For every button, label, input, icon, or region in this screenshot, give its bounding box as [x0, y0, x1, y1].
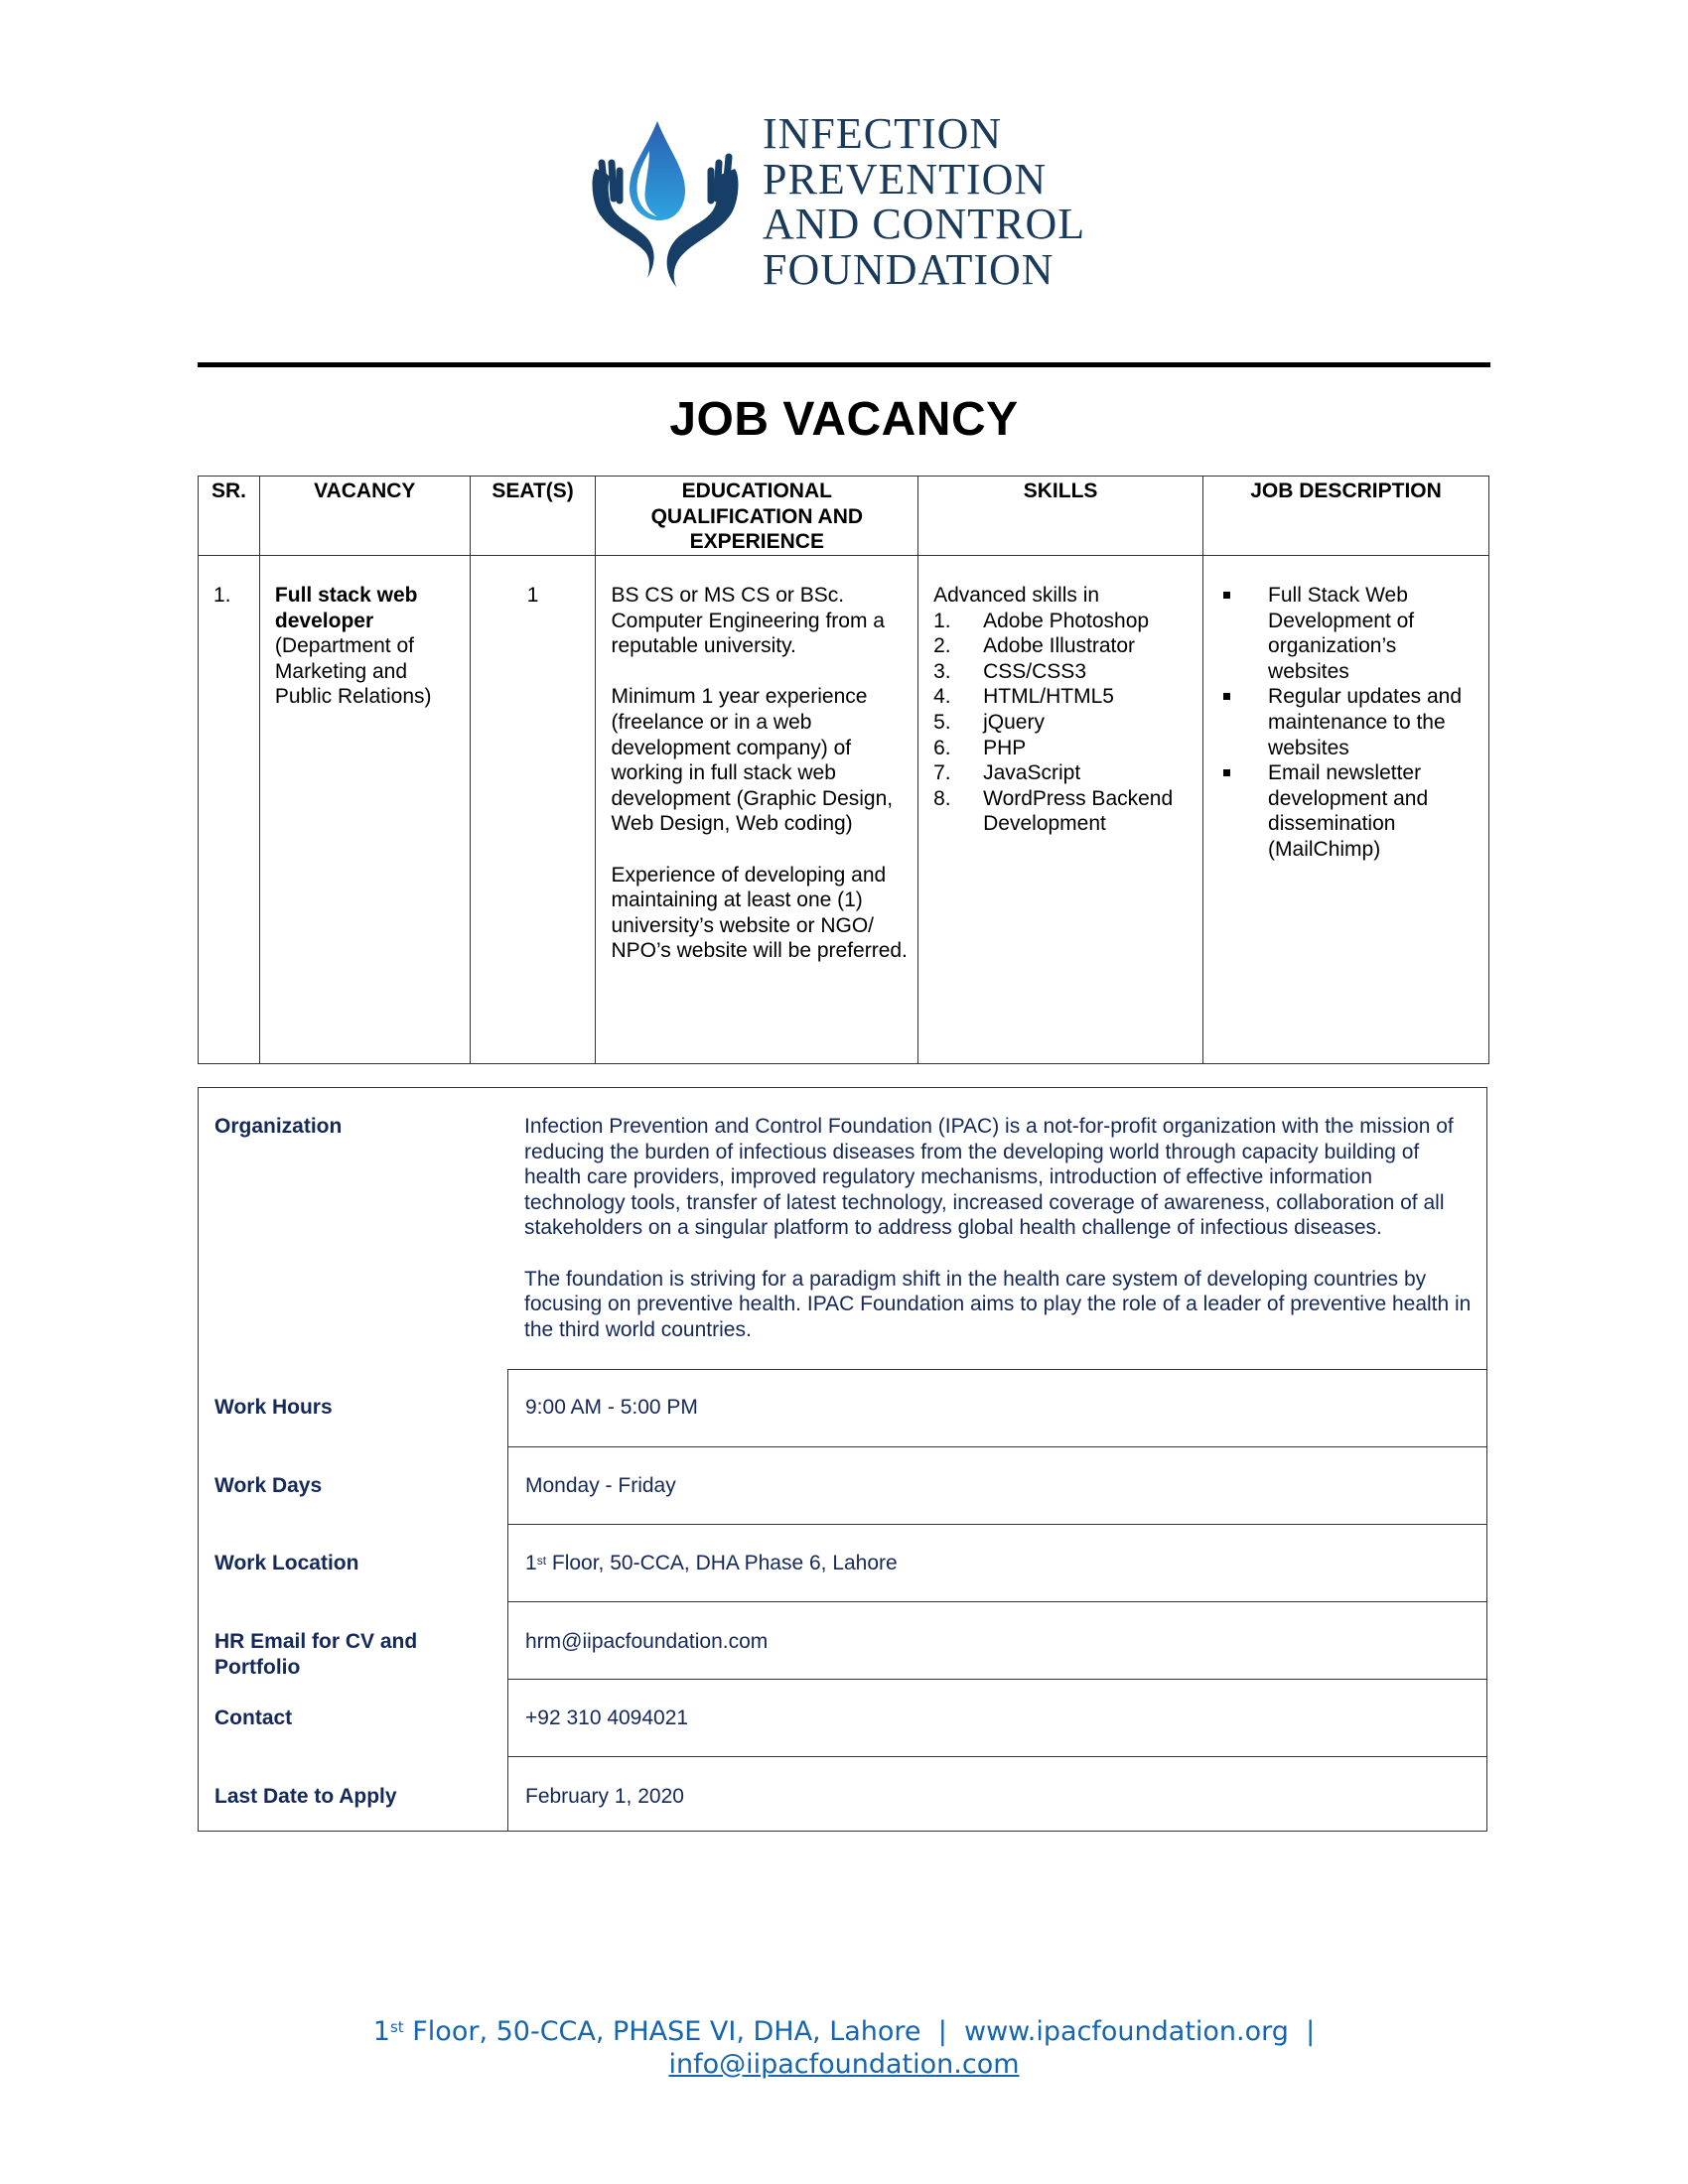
- hr-email-value[interactable]: hrm@iipacfoundation.com: [525, 1630, 769, 1653]
- logo-line-2: PREVENTION: [763, 154, 1048, 204]
- skill-item: 5. jQuery: [933, 710, 1045, 734]
- organization-description: [524, 1114, 1473, 1368]
- cell-seats: 1: [470, 556, 596, 1064]
- education-requirement: BS CS or MS CS or BSc. Computer Engineering from a reputable university.: [611, 584, 885, 658]
- logo-wordmark: [763, 111, 1085, 292]
- page-title: JOB VACANCY: [669, 393, 1019, 446]
- table-header-row: [199, 477, 1489, 556]
- hr-email-cell: [507, 1601, 1486, 1680]
- logo-line-4: FOUNDATION: [763, 244, 1055, 294]
- footer-separator: |: [1306, 2016, 1316, 2047]
- skill-item: 8. WordPress Backend Development: [933, 786, 1174, 836]
- experience-requirement: Minimum 1 year experience (freelance or in a web development company) of working in full stack web development (Graphic Design, Web Design, Web coding): [611, 685, 894, 836]
- header-sr: SR.: [199, 477, 260, 556]
- vacancy-table: [198, 476, 1489, 1064]
- work-location-cell: [507, 1524, 1486, 1602]
- work-hours-label: Work Hours: [214, 1396, 333, 1419]
- cell-sr: 1.: [199, 556, 260, 1064]
- job-duty-item: Regular updates and maintenance to the websites: [1218, 684, 1488, 760]
- work-days-value: Monday - Friday: [525, 1474, 676, 1497]
- header-education: EDUCATIONAL QUALIFICATION AND EXPERIENCE: [596, 477, 918, 556]
- cell-vacancy: [259, 556, 470, 1064]
- contact-cell: [507, 1679, 1486, 1757]
- organization-label: Organization: [214, 1115, 343, 1138]
- square-bullet-icon: [1218, 684, 1268, 760]
- logo-line-3: AND CONTROL: [763, 200, 1086, 248]
- footer-address-line: 1st Floor, 50-CCA, PHASE VI, DHA, Lahore | www.ipacfoundation.org |: [372, 2016, 1316, 2047]
- last-date-label: Last Date to Apply: [214, 1785, 397, 1808]
- header-seats: SEAT(S): [470, 477, 596, 556]
- footer-address: Floor, 50-CCA, PHASE VI, DHA, Lahore: [403, 2016, 921, 2047]
- skill-item: 3. CSS/CSS3: [933, 659, 1086, 683]
- organization-logo: [586, 109, 1102, 294]
- footer-website-link[interactable]: www.ipacfoundation.org: [964, 2016, 1289, 2047]
- contact-value: +92 310 4094021: [525, 1706, 689, 1729]
- footer-separator: |: [937, 2016, 947, 2047]
- hands-water-drop-icon: [586, 111, 745, 290]
- skill-item: 2. Adobe Illustrator: [933, 634, 1136, 658]
- organization-paragraph: The foundation is striving for a paradigm shift in the health care system of developing countries by focusing on preventive health. IPAC Foundation aims to play the role of a leader of preventive health in the third world countries.: [524, 1267, 1472, 1341]
- cell-skills: [918, 556, 1203, 1064]
- skills-intro: Advanced skills in: [933, 584, 1100, 607]
- table-row: [199, 556, 1489, 1064]
- last-date-cell: [507, 1756, 1486, 1832]
- skill-item: 7. JavaScript: [933, 761, 1081, 785]
- footer-email-link[interactable]: info@iipacfoundation.com: [668, 2049, 1020, 2080]
- work-hours-value: 9:00 AM - 5:00 PM: [525, 1396, 698, 1419]
- cell-education: [596, 556, 918, 1064]
- last-date-value: February 1, 2020: [525, 1785, 684, 1808]
- header-job-description: JOB DESCRIPTION: [1203, 477, 1489, 556]
- job-duty-item: Full Stack Web Development of organization’s websites: [1218, 583, 1488, 684]
- square-bullet-icon: [1218, 583, 1268, 684]
- work-hours-cell: [507, 1369, 1486, 1447]
- header-skills: SKILLS: [918, 477, 1203, 556]
- job-duty-item: Email newsletter development and dissemination (MailChimp): [1218, 760, 1488, 862]
- contact-label: Contact: [214, 1706, 293, 1729]
- page-footer: [0, 2015, 1688, 2081]
- header-divider: [198, 362, 1490, 367]
- job-details-table: [198, 1087, 1487, 1832]
- skill-item: 6. PHP: [933, 736, 1027, 759]
- square-bullet-icon: [1218, 760, 1268, 862]
- work-location-value: 1st Floor, 50-CCA, DHA Phase 6, Lahore: [525, 1552, 898, 1574]
- cell-job-description: [1203, 556, 1489, 1064]
- work-days-label: Work Days: [214, 1474, 323, 1497]
- skill-item: 1. Adobe Photoshop: [933, 609, 1150, 632]
- vacancy-title: Full stack web developer: [274, 584, 418, 632]
- hr-email-label: HR Email for CV and Portfolio: [214, 1630, 418, 1679]
- vacancy-department: (Department of Marketing and Public Relations): [274, 634, 432, 709]
- work-location-label: Work Location: [214, 1552, 359, 1574]
- logo-line-1: INFECTION: [763, 109, 1003, 158]
- header-vacancy: VACANCY: [259, 477, 470, 556]
- preferred-experience: Experience of developing and maintaining at least one (1) university’s website or NGO/ NPO’s website will be preferred.: [611, 863, 908, 963]
- organization-paragraph: Infection Prevention and Control Foundation (IPAC) is a not-for-profit organization with the mission of reducing the burden of infectious diseases from the developing world through capacity building of health care providers, improved regulatory mechanisms, introduction of effective information technology tools, transfer of latest technology, increased coverage of awareness, collaboration of all stakeholders on a singular platform to address global health challenge of infectious diseases.: [524, 1115, 1454, 1240]
- work-days-cell: [507, 1446, 1486, 1525]
- skill-item: 4. HTML/HTML5: [933, 685, 1114, 709]
